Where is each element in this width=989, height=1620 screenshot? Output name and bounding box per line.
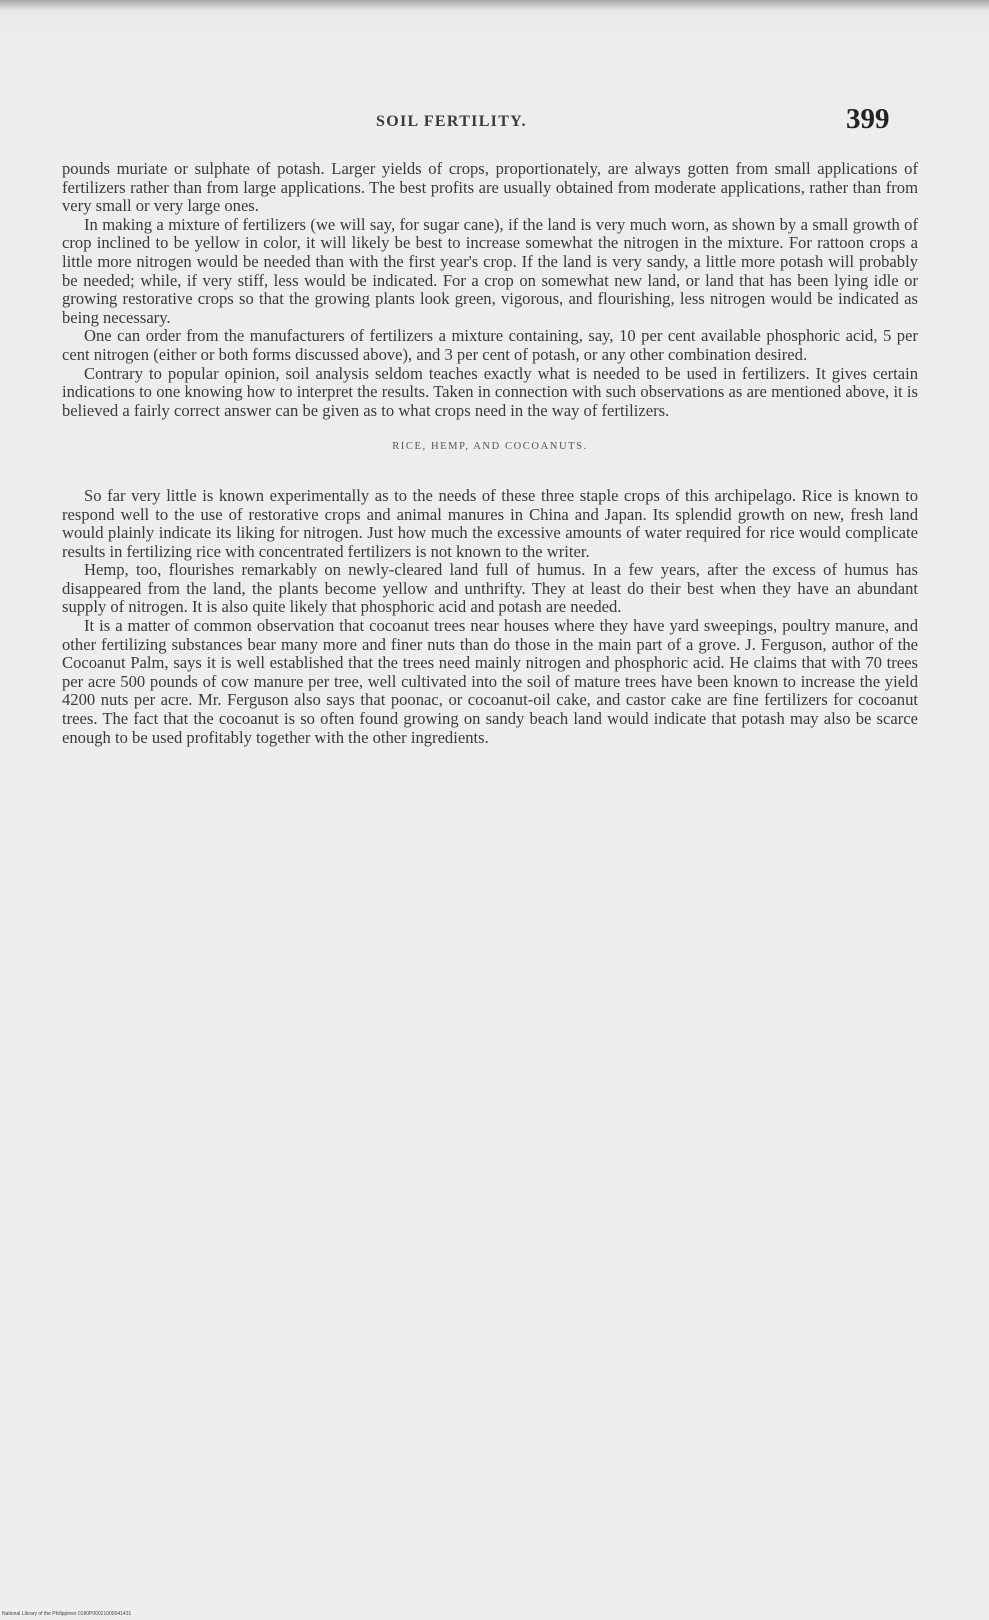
page-number: 399	[846, 103, 890, 135]
paragraph: In making a mixture of fertilizers (we will say, for sugar cane), if the land is very much worn, as shown by a small growth of crop inclined to be yellow in color, it will likely be best to increase somewhat the nitrogen in the mixture. For rattoon crops a little more nitrogen would be needed than with the first year's crop. If the land is very sandy, a little more potash will probably be needed; while, if very stiff, less would be indicated. For a crop on somewhat new land, or land that has been lying idle or growing restorative crops so that the growing plants look green, vigorous, and flourishing, less nitrogen would be indicated as being necessary.	[62, 214, 918, 327]
paragraph: Hemp, too, flourishes remarkably on newly-cleared land full of humus. In a few years, after the excess of humus has disappeared from the land, the plants become yellow and unthrifty. They at least do their best when they have an abundant supply of nitrogen. It is also quite likely that phosphoric acid and potash are needed.	[62, 560, 918, 617]
paragraph: It is a matter of common observation that cocoanut trees near houses where they have yard sweepings, poultry manure, and other fertilizing substances bear many more and finer nuts than do those in the main part of a grove. J. Ferguson, author of the Cocoanut Palm, says it is well established that the trees need mainly nitrogen and phosphoric acid. He claims that with 70 trees per acre 500 pounds of cow manure per tree, well cultivated into the soil of mature trees have been known to increase the yield 4200 nuts per acre. Mr. Ferguson also says that poonac, or cocoanut-oil cake, and castor cake are fine fertilizers for cocoanut trees. The fact that the cocoanut is so often found growing on sandy beach land would indicate that potash may also be scarce enough to be used profitably together with the other ingredients.	[62, 616, 918, 747]
paragraph: Contrary to popular opinion, soil analysis seldom teaches exactly what is needed to be used in fertilizers. It gives certain indications to one knowing how to interpret the results. Taken in connection with such observations as are mentioned above, it is believed a fairly correct answer can be given as to what crops need in the way of fertilizers.	[62, 363, 918, 420]
paragraph: So far very little is known experimentally as to the needs of these three staple crops of this archipelago. Rice is known to respond well to the use of restorative crops and animal manures in China and Japan. Its splendid growth on new, fresh land would plainly indicate its liking for nitrogen. Just how much the excessive amounts of water required for rice would complicate results in fertilizing rice with concentrated fertilizers is not known to the writer.	[62, 485, 918, 561]
paragraph: One can order from the manufacturers of fertilizers a mixture containing, say, 10 per cent available phosphoric acid, 5 per cent nitrogen (either or both forms discussed above), and 3 per cent of potash, or any other combination desired.	[62, 326, 918, 364]
body-text	[62, 160, 918, 747]
scan-credit: National Library of the Philippines 0180P00021000041431	[2, 1611, 132, 1617]
paragraph: pounds muriate or sulphate of potash. Larger yields of crops, proportionately, are always gotten from small applications of fertilizers rather than from large applications. The best profits are usually obtained from moderate applications, rather than from very small or very large ones.	[62, 159, 918, 216]
running-title: SOIL FERTILITY.	[376, 113, 527, 130]
page-edge-shadow	[0, 0, 989, 10]
section-heading: RICE, HEMP, AND COCOANUTS.	[392, 441, 588, 453]
running-head	[0, 103, 989, 143]
